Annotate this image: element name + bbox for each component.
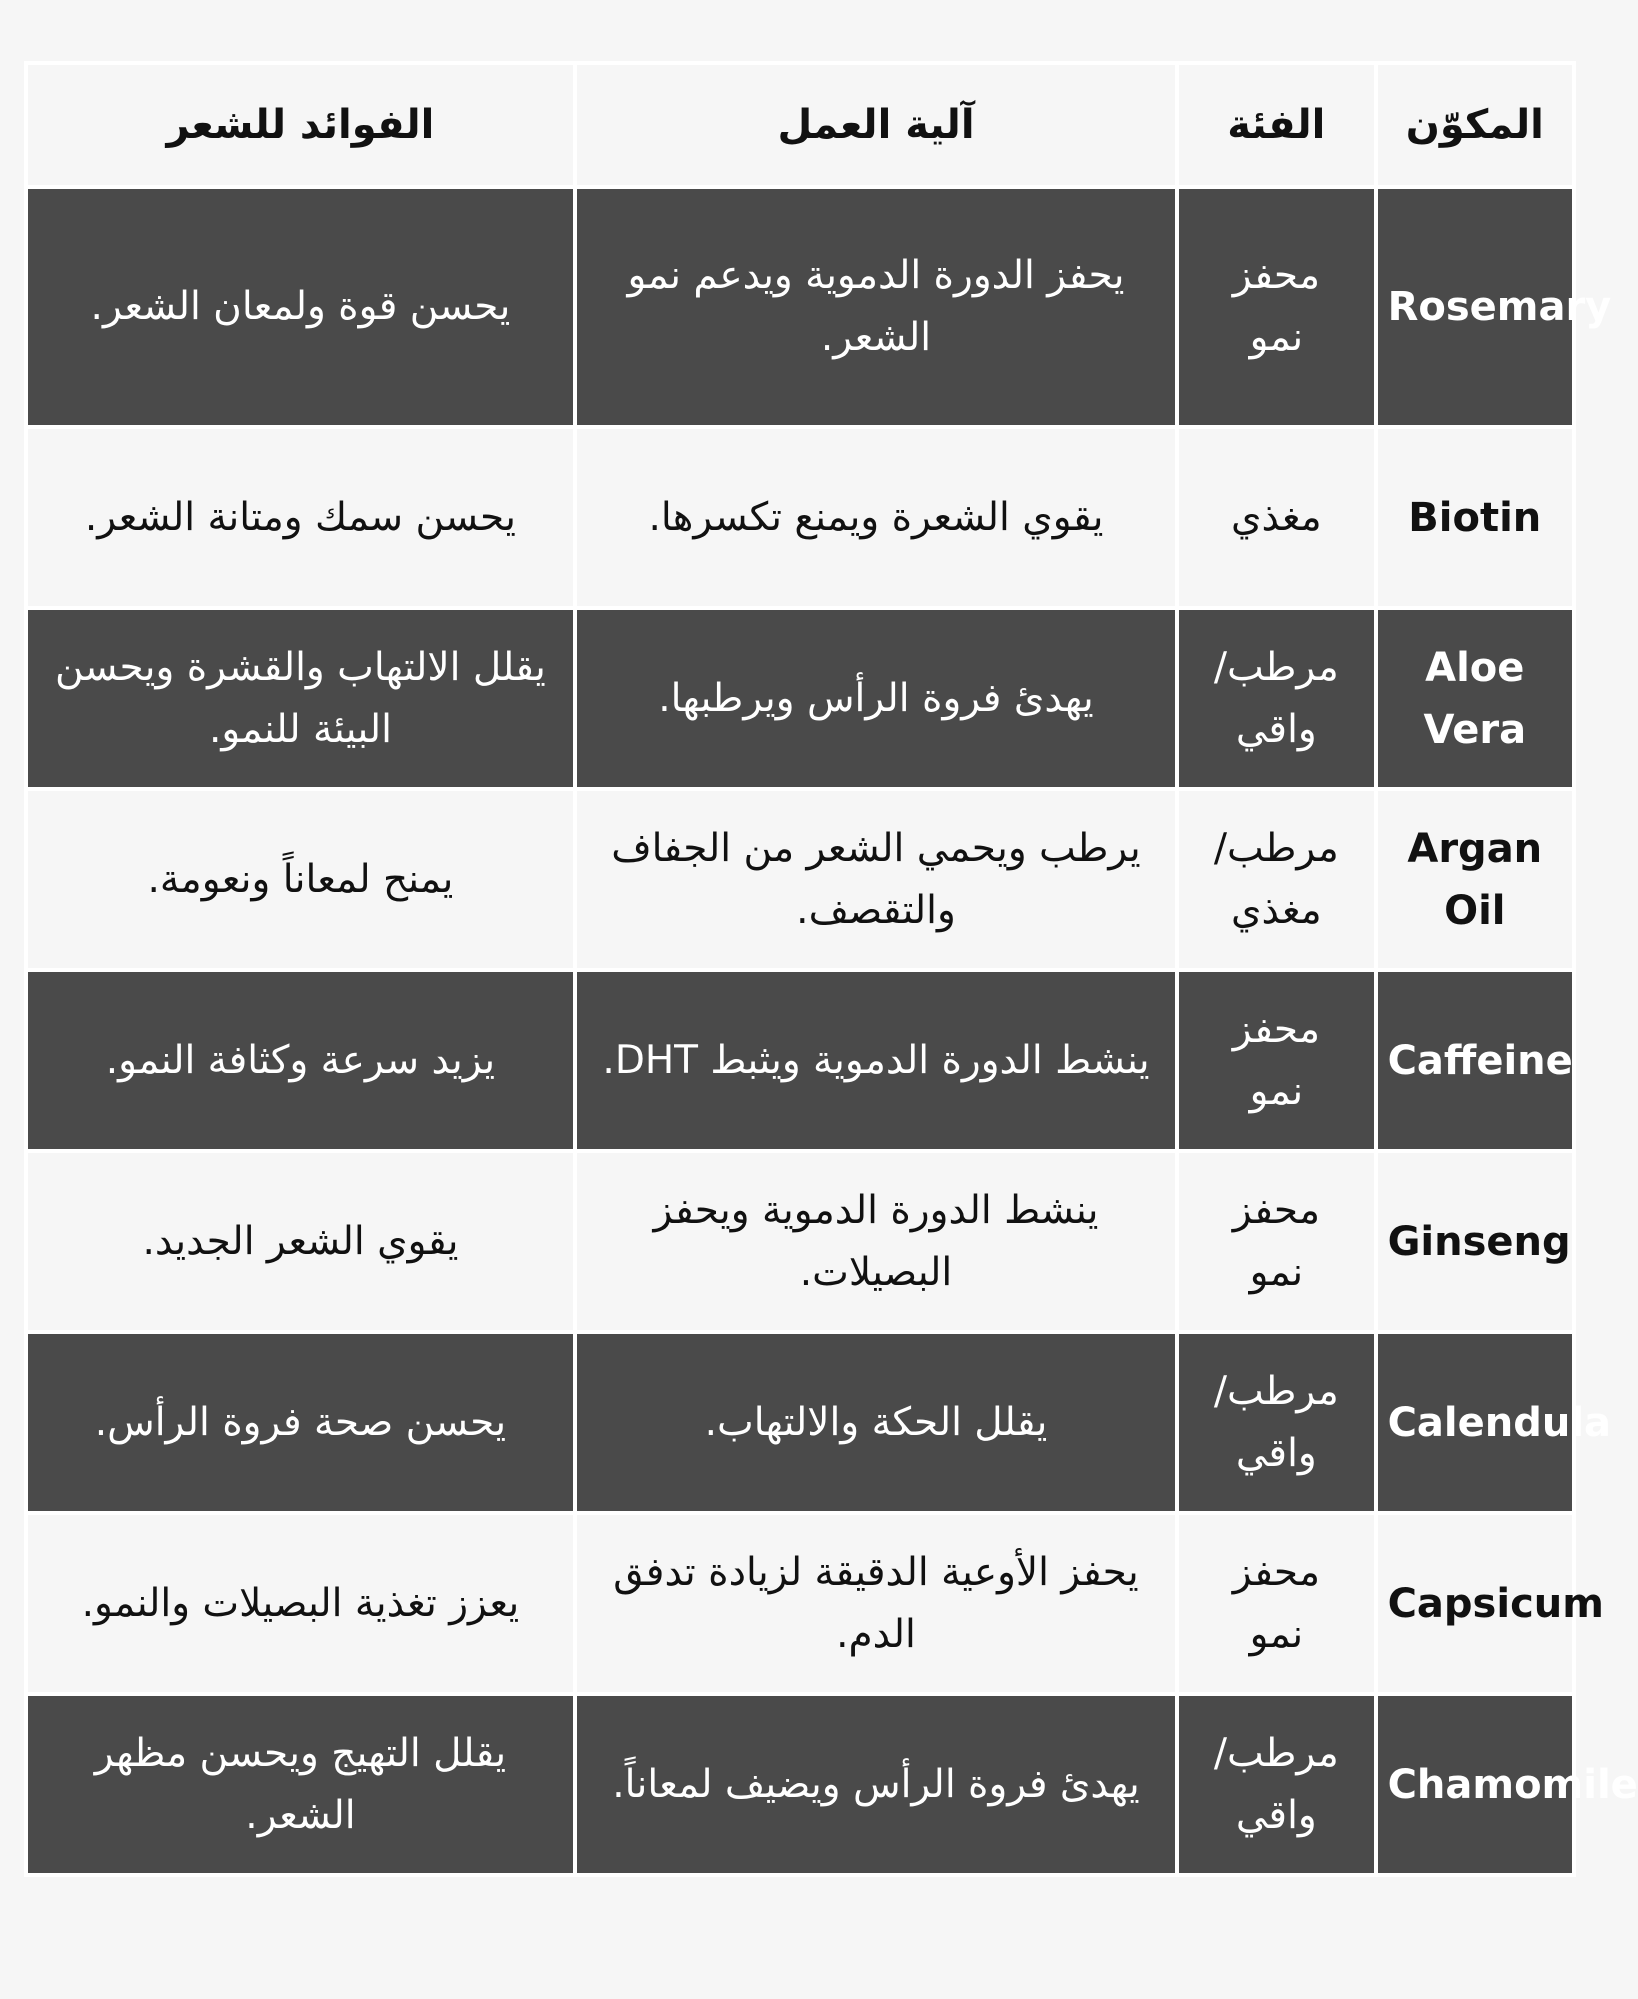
table-row bbox=[28, 791, 1572, 968]
table-row bbox=[28, 1696, 1572, 1873]
header-category: الفئة bbox=[1179, 65, 1373, 185]
ingredient-cell: Argan Oil bbox=[1378, 791, 1572, 968]
mechanism-cell: يحفز الأوعية الدقيقة لزيادة تدفق الدم. bbox=[577, 1515, 1175, 1692]
benefits-cell: يحسن صحة فروة الرأس. bbox=[28, 1334, 573, 1511]
ingredients-table bbox=[24, 61, 1638, 1877]
table-row bbox=[28, 1515, 1572, 1692]
mechanism-cell: يحفز الدورة الدموية ويدعم نمو الشعر. bbox=[577, 189, 1175, 425]
mechanism-cell: يهدئ فروة الرأس ويرطبها. bbox=[577, 610, 1175, 787]
benefits-cell: يعزز تغذية البصيلات والنمو. bbox=[28, 1515, 573, 1692]
ingredients-table-container bbox=[24, 61, 1638, 1877]
mechanism-cell: يقوي الشعرة ويمنع تكسرها. bbox=[577, 429, 1175, 606]
ingredient-cell: Biotin bbox=[1378, 429, 1572, 606]
mechanism-cell: ينشط الدورة الدموية ويحفز البصيلات. bbox=[577, 1153, 1175, 1330]
table-row bbox=[28, 189, 1572, 425]
header-ingredient: المكوّن bbox=[1378, 65, 1572, 185]
ingredient-cell: Capsicum bbox=[1378, 1515, 1572, 1692]
ingredient-cell: Rosemary bbox=[1378, 189, 1572, 425]
table-row bbox=[28, 1153, 1572, 1330]
benefits-cell: يقوي الشعر الجديد. bbox=[28, 1153, 573, 1330]
ingredient-cell: Ginseng bbox=[1378, 1153, 1572, 1330]
category-cell: محفز نمو bbox=[1179, 1153, 1373, 1330]
category-cell: مغذي bbox=[1179, 429, 1373, 606]
category-cell: مرطب/ واقي bbox=[1179, 610, 1373, 787]
benefits-cell: يقلل التهيج ويحسن مظهر الشعر. bbox=[28, 1696, 573, 1873]
header-benefits: الفوائد للشعر bbox=[28, 65, 573, 185]
benefits-cell: يحسن سمك ومتانة الشعر. bbox=[28, 429, 573, 606]
ingredient-cell: Caffeine bbox=[1378, 972, 1572, 1149]
table-row bbox=[28, 972, 1572, 1149]
category-cell: مرطب/ مغذي bbox=[1179, 791, 1373, 968]
category-cell: مرطب/ واقي bbox=[1179, 1696, 1373, 1873]
header-mechanism: آلية العمل bbox=[577, 65, 1175, 185]
mechanism-cell: ينشط الدورة الدموية ويثبط DHT. bbox=[577, 972, 1175, 1149]
benefits-cell: يمنح لمعاناً ونعومة. bbox=[28, 791, 573, 968]
category-cell: محفز نمو bbox=[1179, 972, 1373, 1149]
ingredient-cell: Aloe Vera bbox=[1378, 610, 1572, 787]
header-row bbox=[28, 65, 1572, 185]
benefits-cell: يحسن قوة ولمعان الشعر. bbox=[28, 189, 573, 425]
table-row bbox=[28, 429, 1572, 606]
table-row bbox=[28, 1334, 1572, 1511]
ingredient-cell: Chamomile bbox=[1378, 1696, 1572, 1873]
category-cell: مرطب/ واقي bbox=[1179, 1334, 1373, 1511]
mechanism-cell: يهدئ فروة الرأس ويضيف لمعاناً. bbox=[577, 1696, 1175, 1873]
mechanism-cell: يرطب ويحمي الشعر من الجفاف والتقصف. bbox=[577, 791, 1175, 968]
category-cell: محفز نمو bbox=[1179, 189, 1373, 425]
category-cell: محفز نمو bbox=[1179, 1515, 1373, 1692]
ingredient-cell: Calendula bbox=[1378, 1334, 1572, 1511]
mechanism-cell: يقلل الحكة والالتهاب. bbox=[577, 1334, 1175, 1511]
benefits-cell: يقلل الالتهاب والقشرة ويحسن البيئة للنمو. bbox=[28, 610, 573, 787]
table-row bbox=[28, 610, 1572, 787]
benefits-cell: يزيد سرعة وكثافة النمو. bbox=[28, 972, 573, 1149]
